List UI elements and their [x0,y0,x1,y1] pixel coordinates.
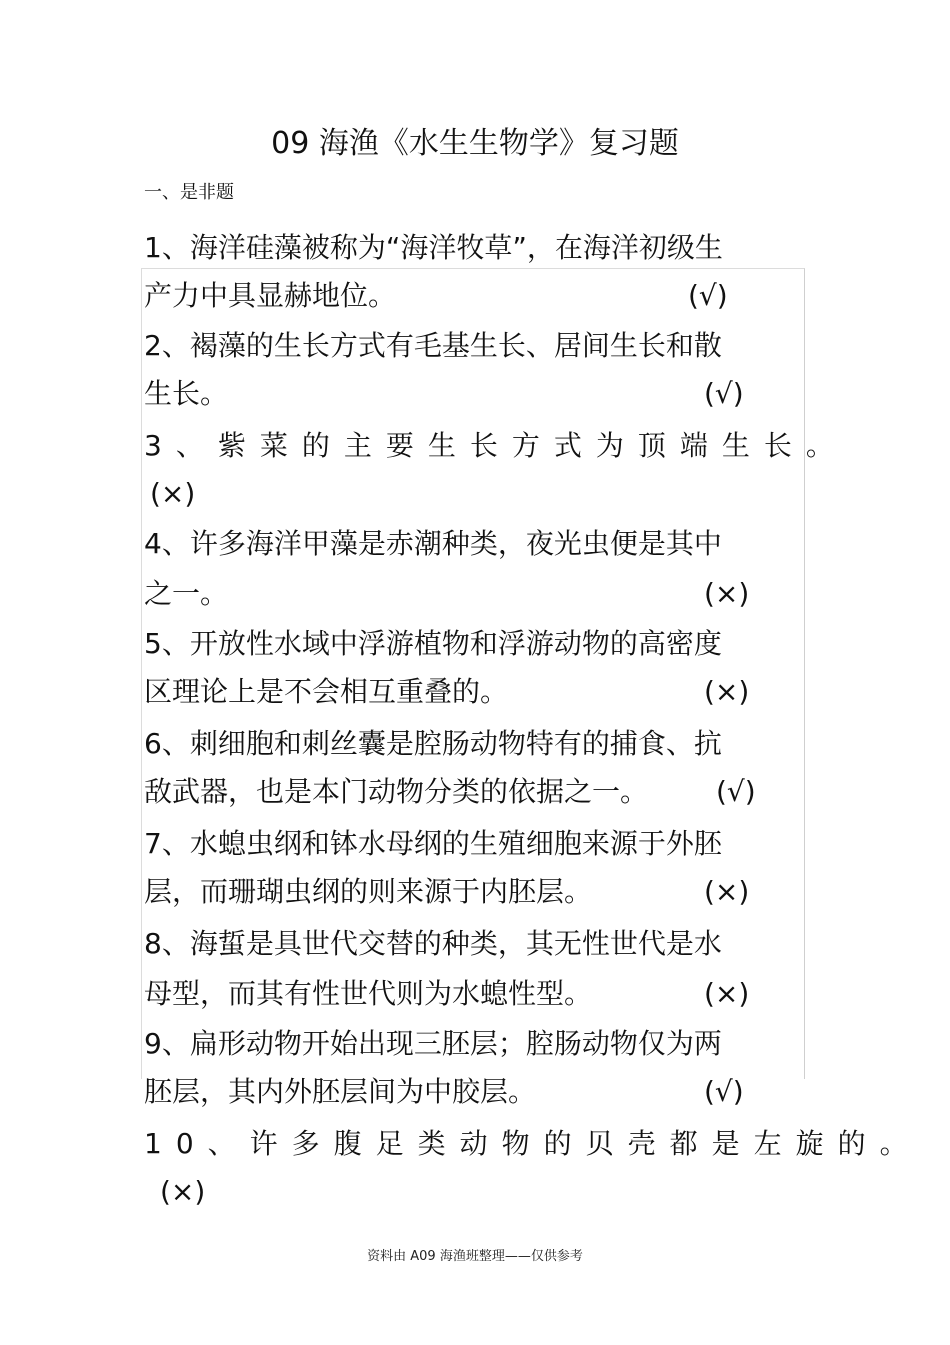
question-1-line-1: 1、海洋硅藻被称为“海洋牧草”，在海洋初级生 [144,231,723,264]
question-9-answer-mark: (√) [704,1075,744,1108]
question-10-line-1: 10、许多腹足类动物的贝壳都是左旋的。 [144,1127,922,1160]
question-9-line-1: 9、扁形动物开始出现三胚层；腔肠动物仅为两 [144,1027,722,1060]
question-6-answer-mark: (√) [716,775,756,808]
question-5-line-1: 5、开放性水域中浮游植物和浮游动物的高密度 [144,627,722,660]
question-8-answer-mark: (×) [704,977,750,1010]
question-10-answer-mark: (×) [160,1175,206,1208]
question-1-line-2: 产力中具显赫地位。 [144,279,397,312]
page-footer: 资料由 A09 海渔班整理——仅供参考 [367,1249,583,1264]
question-6-line-1: 6、刺细胞和刺丝囊是腔肠动物特有的捕食、抗 [144,727,722,760]
question-9-line-2: 胚层，其内外胚层间为中胶层。 [144,1075,537,1108]
question-8-line-1: 8、海蜇是具世代交替的种类，其无性世代是水 [144,927,722,960]
question-2-line-2: 生长。 [144,377,229,410]
question-6-line-2: 敌武器，也是本门动物分类的依据之一。 [144,775,649,808]
question-4-line-1: 4、许多海洋甲藻是赤潮种类，夜光虫便是其中 [144,527,722,560]
question-5-answer-mark: (×) [704,675,750,708]
question-7-line-2: 层，而珊瑚虫纲的则来源于内胚层。 [144,875,593,908]
question-8-line-2: 母型，而其有性世代则为水螅性型。 [144,977,593,1010]
question-2-line-1: 2、褐藻的生长方式有毛基生长、居间生长和散 [144,329,722,362]
question-7-answer-mark: (×) [704,875,750,908]
question-4-line-2: 之一。 [144,577,229,610]
question-1-answer-mark: (√) [688,279,728,312]
question-5-line-2: 区理论上是不会相互重叠的。 [144,675,509,708]
question-3-line-1: 3、紫菜的主要生长方式为顶端生长。 [144,429,848,462]
question-2-answer-mark: (√) [704,377,744,410]
question-4-answer-mark: (×) [704,577,750,610]
question-3-answer-mark: (×) [150,477,196,510]
section-heading: 一、是非题 [144,182,234,203]
question-7-line-1: 7、水螅虫纲和钵水母纲的生殖细胞来源于外胚 [144,827,722,860]
document-title: 09 海渔《水生生物学》复习题 [271,126,679,161]
